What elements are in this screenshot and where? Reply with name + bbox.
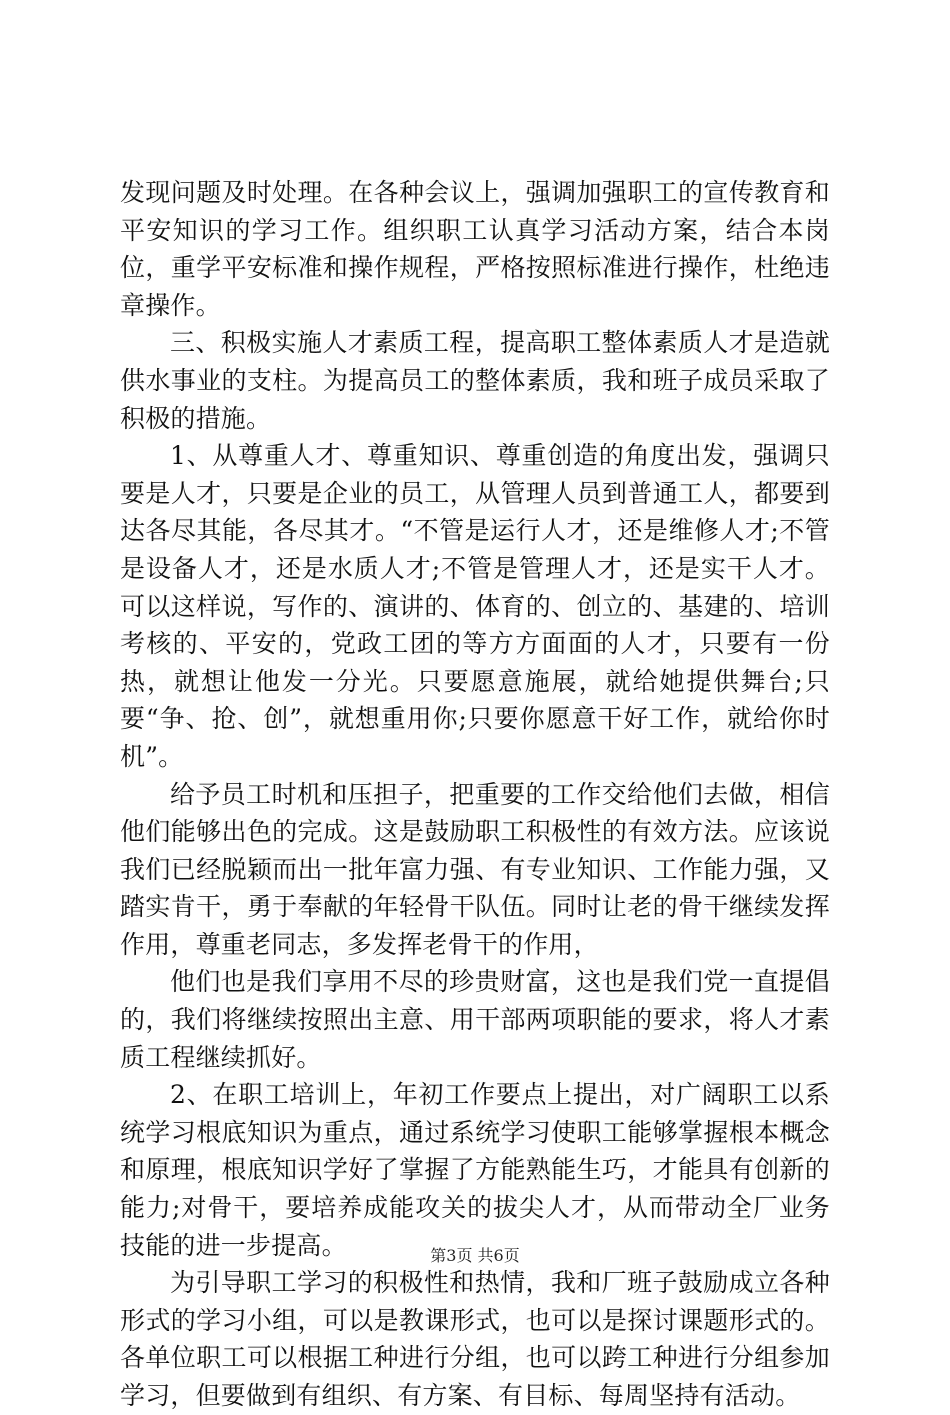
document-body <box>120 174 830 1415</box>
paragraph-7: 为引导职工学习的积极性和热情，我和厂班子鼓励成立各种形式的学习小组，可以是教课形式，也可以是探讨课题形式的。各单位职工可以根据工种进行分组，也可以跨工种进行分组参加学习，但要做到有组织、有方案、有目标、每周坚持有活动。 <box>120 1268 830 1410</box>
paragraph-1: 发现问题及时处理。在各种会议上，强调加强职工的宣传教育和平安知识的学习工作。组织职工认真学习活动方案，结合本岗位，重学平安标准和操作规程，严格按照标准进行操作，杜绝违章操作。 <box>120 178 830 320</box>
paragraph-3: 1、从尊重人才、尊重知识、尊重创造的角度出发，强调只要是人才，只要是企业的员工，从管理人员到普通工人，都要到达各尽其能，各尽其才。“不管是运行人才，还是维修人才;不管是设备人才，还是水质人才;不管是管理人才，还是实干人才。可以这样说，写作的、演讲的、体育的、创立的、基建的、培训考核的、平安的，党政工团的等方方面面的人才，只要有一份热，就想让他发一分光。只要愿意施展，就给她提供舞台;只要“争、抢、创”，就想重用你;只要你愿意干好工作，就给你时机”。 <box>120 441 830 771</box>
paragraph-2: 三、积极实施人才素质工程，提高职工整体素质人才是造就供水事业的支柱。为提高员工的整体素质，我和班子成员采取了积极的措施。 <box>120 328 830 433</box>
paragraph-6: 2、在职工培训上，年初工作要点上提出，对广阔职工以系统学习根底知识为重点，通过系统学习使职工能够掌握根本概念和原理，根底知识学好了掌握了方能熟能生巧，才能具有创新的能力;对骨干，要培养成能攻关的拔尖人才，从而带动全厂业务技能的进一步提高。 <box>120 1080 830 1260</box>
paragraph-4: 给予员工时机和压担子，把重要的工作交给他们去做，相信他们能够出色的完成。这是鼓励职工积极性的有效方法。应该说我们已经脱颖而出一批年富力强、有专业知识、工作能力强，又踏实肯干，勇于奉献的年轻骨干队伍。同时让老的骨干继续发挥作用，尊重老同志，多发挥老骨干的作用， <box>120 779 830 959</box>
page-number-footer: 第3页 共6页 <box>430 1246 520 1265</box>
paragraph-5: 他们也是我们享用不尽的珍贵财富，这也是我们党一直提倡的，我们将继续按照出主意、用干部两项职能的要求，将人才素质工程继续抓好。 <box>120 967 830 1072</box>
